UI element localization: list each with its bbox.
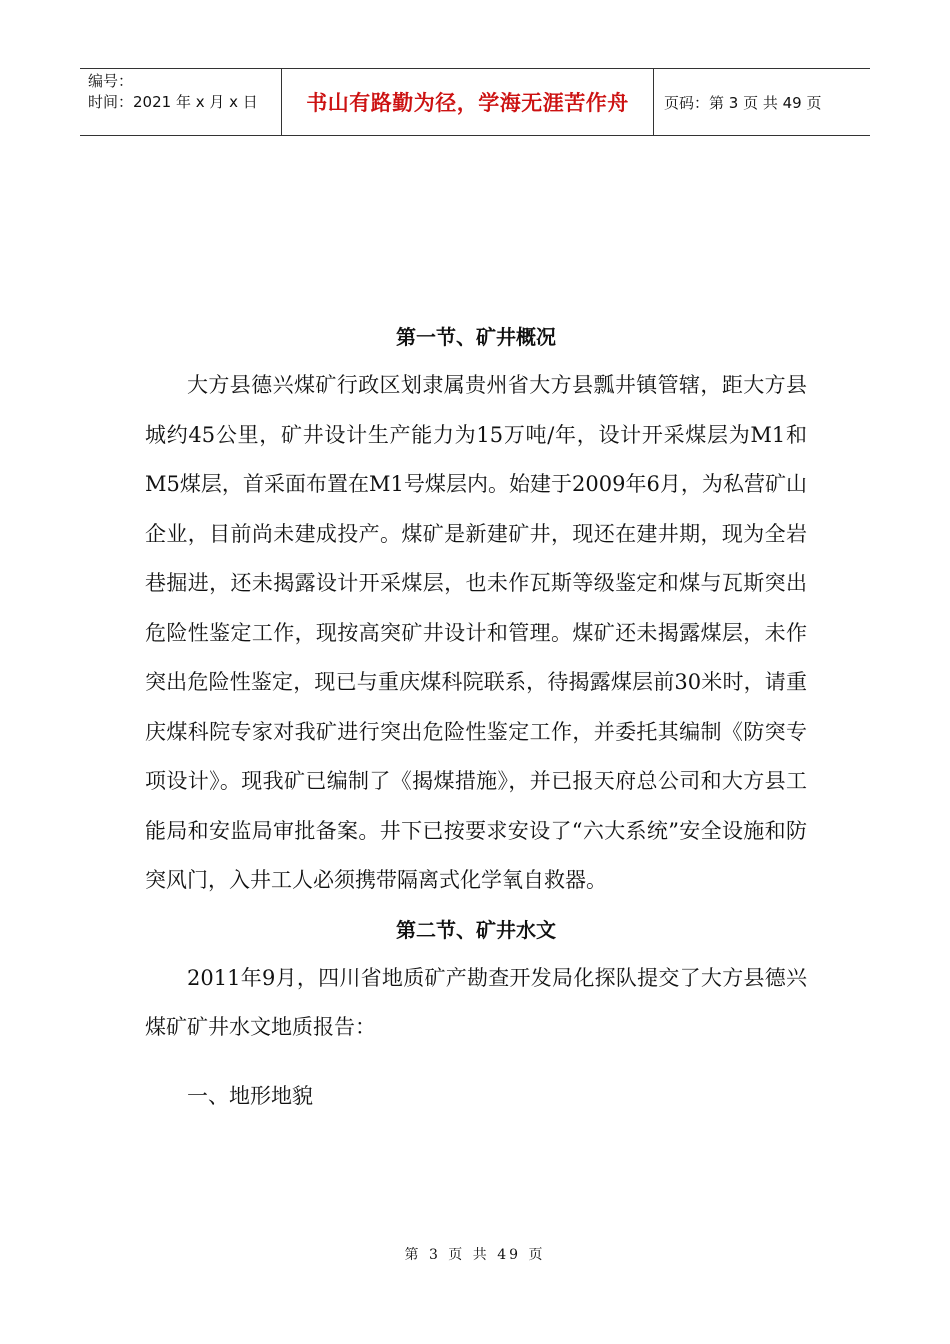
subheading-terrain: 一、地形地貌 [187, 1083, 313, 1108]
section-paragraph-overview: 大方县德兴煤矿行政区划隶属贵州省大方县瓢井镇管辖，距大方县城约45公里，矿井设计生产能力为15万吨/年，设计开采煤层为M1和M5煤层，首采面布置在M1号煤层内。始建于2009年6月，为私营矿山企业，目前尚未建成投产。煤矿是新建矿井，现还在建井期，现为全岩巷掘进，还未揭露设计开采煤层，也未作瓦斯等级鉴定和煤与瓦斯突出危险性鉴定工作，现按高突矿井设计和管理。煤矿还未揭露煤层，未作突出危险性鉴定，现已与重庆煤科院联系，待揭露煤层前30米时，请重庆煤科院专家对我矿进行突出危险性鉴定工作，并委托其编制《防突专项设计》。现我矿已编制了《揭煤措施》，并已报天府总公司和大方县工能局和安监局审批备案。井下已按要求安设了“六大系统”安全设施和防突风门，入井工人必须携带隔离式化学氧自救器。 [145, 373, 807, 892]
header-meta [80, 69, 282, 135]
motto-text: 书山有路勤为径，学海无涯苦作舟 [306, 91, 629, 115]
header-page-code [654, 69, 870, 135]
section-heading-hydrology: 第二节、矿井水文 [396, 917, 556, 942]
page-header [80, 68, 870, 136]
date-label: 时间：2021 年 x 月 x 日 [88, 93, 258, 111]
serial-label: 编号： [88, 72, 134, 90]
section-paragraph-hydrology: 2011年9月，四川省地质矿产勘查开发局化探队提交了大方县德兴煤矿矿井水文地质报告： [145, 965, 807, 1039]
header-motto-cell [282, 69, 654, 135]
document-body [145, 313, 807, 1121]
page-footer: 第 3 页 共 49 页 [404, 1247, 546, 1263]
section-heading-overview: 第一节、矿井概况 [396, 325, 556, 349]
page-code-text: 页码：第 3 页 共 49 页 [664, 93, 822, 112]
